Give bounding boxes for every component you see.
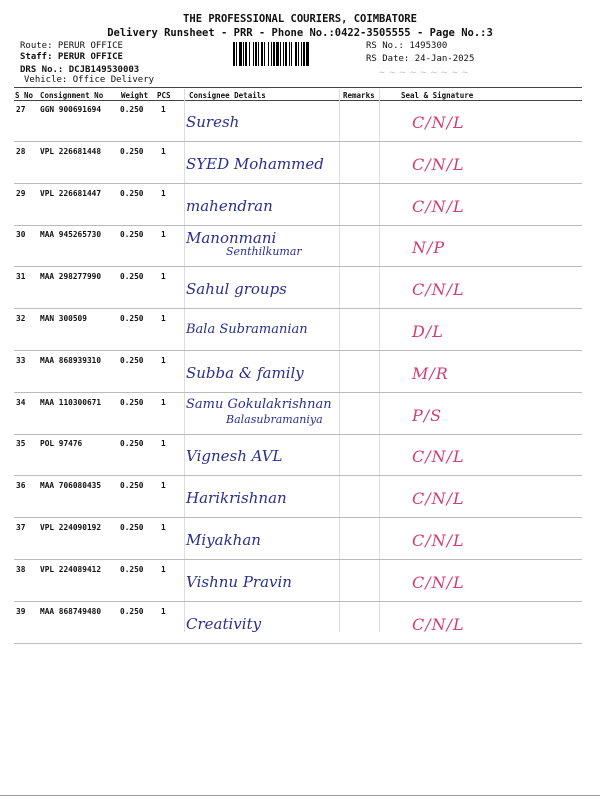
pieces-count: 1 <box>161 439 166 449</box>
table-row <box>14 519 582 560</box>
serial-number: 34 <box>16 397 26 407</box>
consignee-name-handwritten: Subba & family <box>186 363 304 382</box>
delivery-signature-code: C/N/L <box>412 447 465 467</box>
weight-value: 0.250 <box>120 564 144 574</box>
serial-number: 33 <box>16 355 26 365</box>
consignee-name-handwritten: Harikrishnan <box>186 489 287 508</box>
drs-label: DRS No.: DCJB149530003 <box>20 65 140 75</box>
serial-number: 29 <box>16 188 26 198</box>
pieces-count: 1 <box>161 314 166 323</box>
consignee-name-handwritten: Creativity <box>186 614 262 633</box>
table-row <box>14 101 582 142</box>
consignment-number: VPL 226681448 <box>40 146 102 156</box>
delivery-signature-code: C/N/L <box>412 489 465 509</box>
weight-value: 0.250 <box>120 105 144 114</box>
col-consignee: Consignee Details <box>189 91 266 100</box>
consignee-name-handwritten: Miyakhan <box>186 531 261 549</box>
weight-value: 0.250 <box>120 272 144 282</box>
barcode <box>233 42 358 66</box>
pieces-count: 1 <box>161 230 166 240</box>
consignee-name-handwritten: Bala Subramanian <box>186 322 308 337</box>
pieces-count: 1 <box>161 564 166 574</box>
table-top-rule <box>14 87 582 88</box>
delivery-signature-code: C/N/L <box>412 572 465 592</box>
weight-value: 0.250 <box>120 439 144 449</box>
pieces-count: 1 <box>161 146 166 156</box>
runsheet-subtitle: Delivery Runsheet - PRR - Phone No.:0422-3505555 - Page No.:3 <box>107 27 493 39</box>
serial-number: 35 <box>16 439 26 449</box>
consignee-name-handwritten: Manonmani <box>186 229 277 248</box>
pieces-count: 1 <box>161 355 166 365</box>
weight-value: 0.250 <box>120 355 144 365</box>
consignment-number: MAA 298277990 <box>40 272 102 282</box>
consignment-number: MAA 945265730 <box>40 230 102 240</box>
weight-value: 0.250 <box>120 606 144 616</box>
table-row <box>14 185 582 226</box>
col-remarks: Remarks <box>343 91 375 100</box>
table-row <box>14 435 582 476</box>
weight-value: 0.250 <box>120 188 144 198</box>
delivery-signature-code: C/N/L <box>412 113 465 132</box>
table-row <box>14 352 582 393</box>
consignment-number: GGN 900691694 <box>40 105 102 114</box>
consignment-number: VPL 224090192 <box>40 523 102 532</box>
consignee-name-handwritten: Vishnu Pravin <box>186 572 292 591</box>
consignee-name-line2: Balasubramaniya <box>226 412 323 426</box>
serial-number: 28 <box>16 146 26 156</box>
consignment-number: MAA 706080435 <box>40 481 102 491</box>
pieces-count: 1 <box>161 481 166 491</box>
consignment-number: MAA 110300671 <box>40 397 102 407</box>
table-row <box>14 143 582 184</box>
consignment-number: MAA 868749480 <box>40 606 102 616</box>
delivery-signature-code: M/R <box>412 363 449 383</box>
staff-label: Staff: PERUR OFFICE <box>20 52 123 62</box>
delivery-signature-code: D/L <box>412 322 444 341</box>
consignee-name-handwritten: mahendran <box>186 196 273 215</box>
consignee-name-handwritten: Samu Gokulakrishnan <box>186 396 332 412</box>
serial-number: 31 <box>16 272 26 282</box>
weight-value: 0.250 <box>120 230 144 240</box>
table-row <box>14 268 582 309</box>
table-row <box>14 561 582 602</box>
col-pcs: PCS <box>157 91 171 100</box>
consignee-name-handwritten: Vignesh AVL <box>186 447 283 466</box>
serial-number: 32 <box>16 314 26 323</box>
delivery-signature-code: C/N/L <box>412 154 465 174</box>
consignee-name-line2: Senthilkumar <box>226 245 302 259</box>
serial-number: 38 <box>16 564 26 574</box>
table-row <box>14 310 582 351</box>
consignment-number: VPL 224089412 <box>40 564 102 574</box>
route-label: Route: PERUR OFFICE <box>20 41 123 51</box>
serial-number: 36 <box>16 481 26 491</box>
delivery-signature-code: C/N/L <box>412 614 465 634</box>
faint-stamp-mark: ~ ~ ~ ~ ~ ~ ~ ~ ~ <box>378 68 469 78</box>
pieces-count: 1 <box>161 397 166 407</box>
weight-value: 0.250 <box>120 523 144 532</box>
table-row <box>14 603 582 644</box>
row-divider <box>14 643 582 644</box>
table-row <box>14 226 582 267</box>
weight-value: 0.250 <box>120 397 144 407</box>
consignee-name-handwritten: Suresh <box>186 113 240 131</box>
consignee-name-handwritten: Sahul groups <box>186 280 287 299</box>
pieces-count: 1 <box>161 606 166 616</box>
rs-number: RS No.: 1495300 <box>366 41 448 51</box>
serial-number: 37 <box>16 523 26 532</box>
delivery-signature-code: N/P <box>412 238 446 258</box>
pieces-count: 1 <box>161 272 166 282</box>
weight-value: 0.250 <box>120 146 144 156</box>
delivery-signature-code: C/N/L <box>412 196 465 216</box>
weight-value: 0.250 <box>120 481 144 491</box>
table-row <box>14 394 582 435</box>
table-row <box>14 477 582 518</box>
pieces-count: 1 <box>161 523 166 532</box>
consignee-name-handwritten: SYED Mohammed <box>186 154 324 173</box>
serial-number: 39 <box>16 606 26 616</box>
col-sno: S No <box>15 91 34 100</box>
barcode-bar <box>309 42 310 66</box>
pieces-count: 1 <box>161 188 166 198</box>
consignment-number: POL 97476 <box>40 439 83 449</box>
weight-value: 0.250 <box>120 314 144 323</box>
delivery-signature-code: P/S <box>412 405 443 425</box>
serial-number: 27 <box>16 105 26 114</box>
company-title: THE PROFESSIONAL COURIERS, COIMBATORE <box>183 13 417 25</box>
consignment-number: VPL 226681447 <box>40 188 102 198</box>
col-consignment: Consignment No <box>40 91 104 100</box>
delivery-signature-code: C/N/L <box>412 531 465 550</box>
rs-date: RS Date: 24-Jan-2025 <box>366 54 475 64</box>
delivery-signature-code: C/N/L <box>412 280 465 300</box>
consignment-number: MAN 300509 <box>40 314 87 323</box>
col-seal: Seal & Signature <box>401 91 474 100</box>
vehicle-label: Vehicle: Office Delivery <box>24 75 155 85</box>
serial-number: 30 <box>16 230 26 240</box>
col-weight: Weight <box>121 91 149 100</box>
page-bottom-line <box>0 795 600 796</box>
consignment-number: MAA 868939310 <box>40 355 102 365</box>
pieces-count: 1 <box>161 105 166 114</box>
